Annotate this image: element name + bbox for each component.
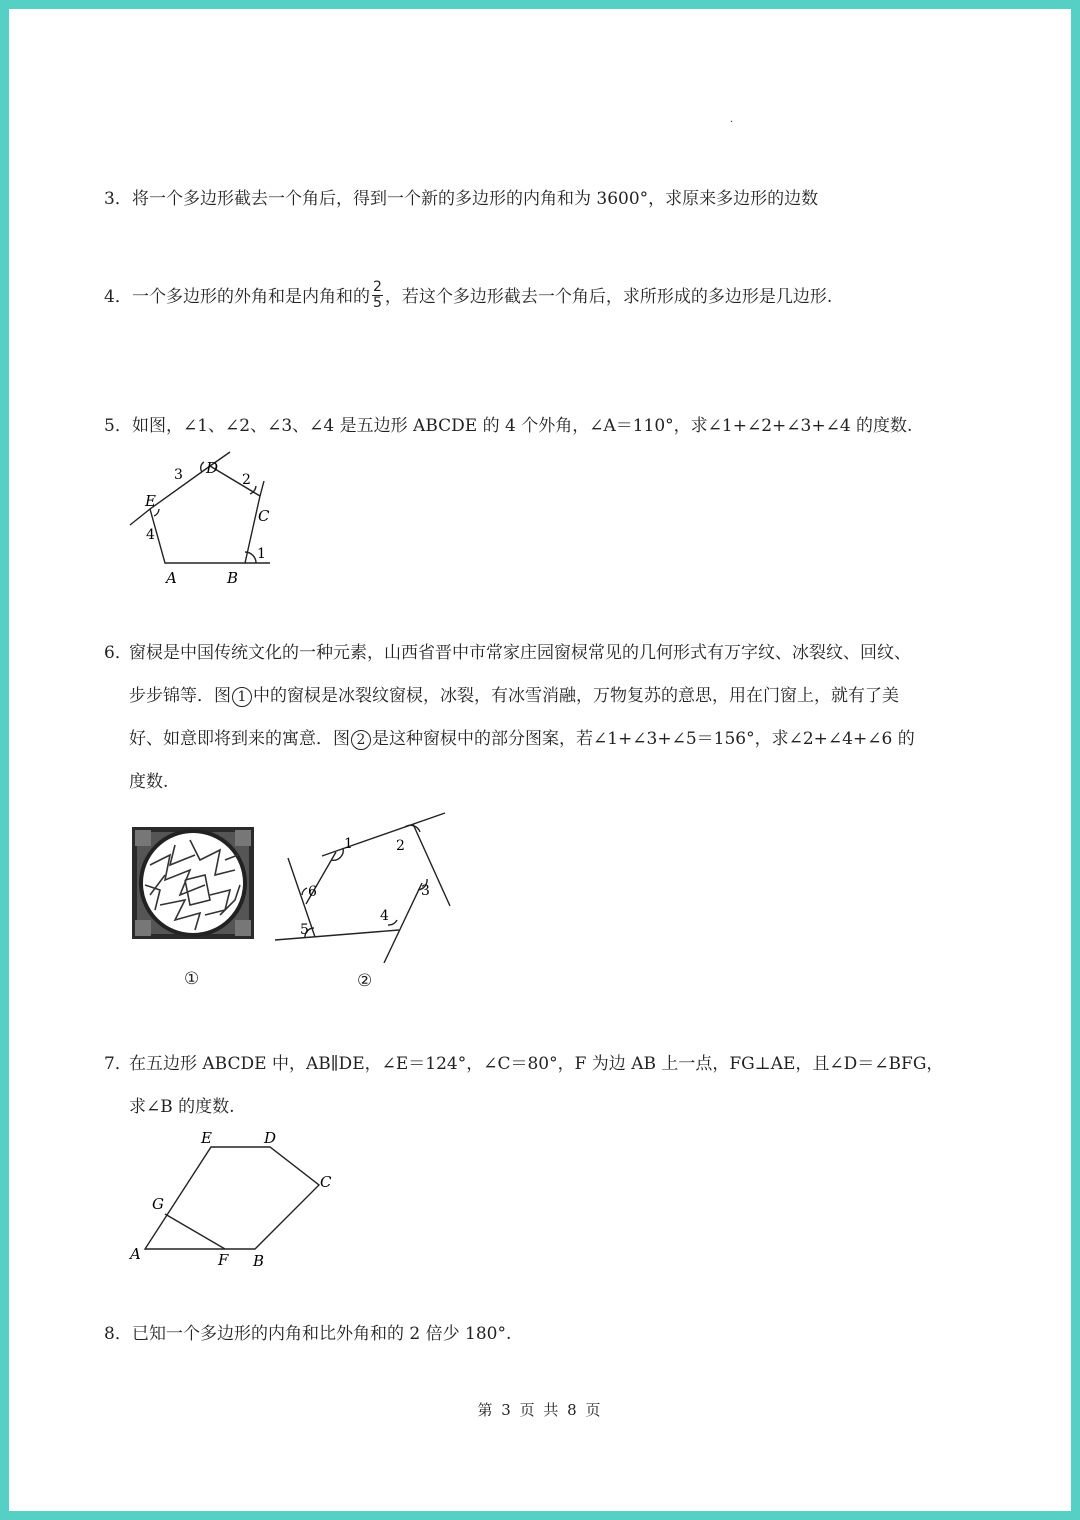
fraction [372,280,383,311]
question-number: 3． [104,189,132,209]
figure-1-caption: ① [184,969,200,989]
fraction-denominator: 5 [373,295,382,311]
angle-label-6: 6 [308,884,317,900]
q6-line-2a: 步步锦等．图 [129,686,231,706]
angle-label-4: 4 [380,908,389,924]
label-E: E [201,1129,212,1147]
circled-2: 2 [351,730,371,750]
label-C: C [320,1173,332,1191]
pentagon-abcde-figure [125,1125,340,1275]
angle-label-4: 4 [146,527,155,543]
question-4 [104,279,833,313]
q6-line-4: 度数. [129,772,169,792]
angle-label-3: 3 [421,883,430,899]
question-number: 6． [104,643,132,663]
stray-dot: . [730,114,734,125]
angle-label-1: 1 [257,546,266,562]
question-text-post: ，若这个多边形截去一个角后，求所形成的多边形是几边形. [384,287,833,307]
q7-line-1: 在五边形 ABCDE 中，AB∥DE，∠E＝124°，∠C＝80°，F 为边 AB 上一点，FG⊥AE，且∠D＝∠BFG， [129,1054,944,1074]
question-number: 7． [104,1054,132,1074]
angle-label-2: 2 [396,838,405,854]
angle-label-5: 5 [300,922,309,938]
label-C: C [258,507,270,525]
label-B: B [227,569,239,587]
angle-label-2: 2 [242,472,251,488]
angle-label-1: 1 [344,836,353,852]
figure-2-caption: ② [357,971,373,991]
question-5 [104,415,912,437]
page-footer: 第 3 页 共 8 页 [477,1401,603,1419]
label-A: A [130,1245,141,1263]
question-text-pre: 一个多边形的外角和是内角和的 [132,287,370,307]
hexagon-figure [270,808,455,963]
q6-line-2b: 中的窗棂是冰裂纹窗棂，冰裂，有冰雪消融，万物复苏的意思，用在门窗上，就有了美 [253,686,899,706]
question-8 [104,1323,511,1345]
fraction-numerator: 2 [373,279,382,295]
circled-1: 1 [232,687,252,707]
label-B: B [253,1252,265,1270]
label-A: A [166,569,177,587]
q6-line-3a: 好、如意即将到来的寓意．图 [129,729,350,749]
question-number: 4． [104,287,132,307]
label-G: G [152,1195,164,1213]
label-E: E [145,492,156,510]
angle-label-3: 3 [174,467,183,483]
q6-line-1: 窗棂是中国传统文化的一种元素，山西省晋中市常家庄园窗棂常见的几何形式有万字纹、冰裂纹、回纹、 [129,643,911,663]
lattice-window-figure [130,825,256,941]
question-text: 已知一个多边形的内角和比外角和的 2 倍少 180°. [132,1324,512,1344]
question-7 [104,1043,984,1129]
question-3 [104,188,818,210]
question-text: 将一个多边形截去一个角后，得到一个新的多边形的内角和为 3600°，求原来多边形的边数 [132,189,819,209]
label-D: D [264,1129,277,1147]
label-F: F [218,1251,229,1269]
question-number: 8． [104,1324,132,1344]
pentagon-figure [120,450,290,590]
question-6 [104,632,984,804]
question-text: 如图，∠1、∠2、∠3、∠4 是五边形 ABCDE 的 4 个外角，∠A＝110°，求∠1+∠2+∠3+∠4 的度数. [132,416,913,436]
question-number: 5． [104,416,132,436]
q6-line-3b: 是这种窗棂中的部分图案，若∠1+∠3+∠5＝156°，求∠2+∠4+∠6 的 [372,729,915,749]
label-D: D [206,459,219,477]
q7-line-2: 求∠B 的度数. [129,1097,235,1117]
